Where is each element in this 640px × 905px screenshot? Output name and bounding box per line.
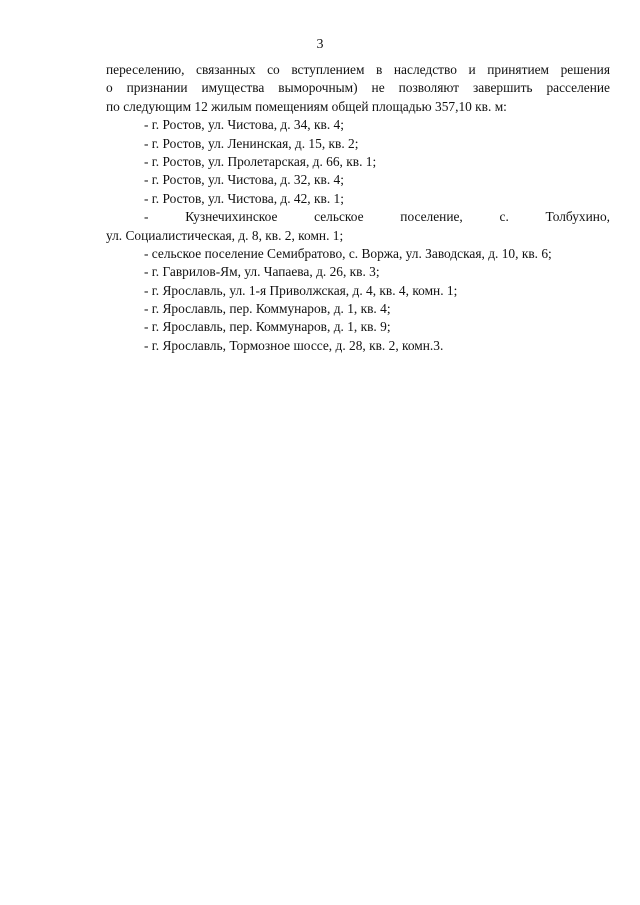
document-body bbox=[106, 61, 610, 355]
paragraph-line: по следующим 12 жилым помещениям общей площадью 357,10 кв. м: bbox=[106, 98, 507, 114]
page-number: 3 bbox=[316, 37, 324, 52]
address-item: - г. Ростов, ул. Пролетарская, д. 66, кв. 1; bbox=[144, 153, 377, 169]
address-item: - г. Ростов, ул. Чистова, д. 42, кв. 1; bbox=[144, 190, 344, 206]
address-item: - г. Ярославль, ул. 1-я Приволжская, д. 4, кв. 4, комн. 1; bbox=[144, 282, 458, 298]
address-item: - г. Ростов, ул. Чистова, д. 32, кв. 4; bbox=[144, 172, 344, 188]
address-item: - г. Ярославль, пер. Коммунаров, д. 1, кв. 4; bbox=[144, 301, 391, 317]
address-item: - г. Ростов, ул. Чистова, д. 34, кв. 4; bbox=[144, 117, 344, 133]
paragraph-line: переселению, связанных со вступлением в наследство и принятием решения bbox=[106, 62, 610, 77]
address-item: - сельское поселение Семибратово, с. Воржа, ул. Заводская, д. 10, кв. 6; bbox=[144, 245, 552, 261]
paragraph-line: о признании имущества выморочным) не позволяют завершить расселение bbox=[106, 80, 610, 96]
address-item: - г. Ярославль, пер. Коммунаров, д. 1, кв. 9; bbox=[144, 319, 391, 335]
address-item: - Кузнечихинское сельское поселение, с. Толбухино, bbox=[144, 209, 610, 225]
address-item: - г. Ярославль, Тормозное шоссе, д. 28, кв. 2, комн.3. bbox=[144, 337, 444, 353]
address-item-continuation: ул. Социалистическая, д. 8, кв. 2, комн. 1; bbox=[106, 227, 344, 243]
address-item: - г. Ростов, ул. Ленинская, д. 15, кв. 2; bbox=[144, 135, 359, 151]
address-item: - г. Гаврилов-Ям, ул. Чапаева, д. 26, кв. 3; bbox=[144, 264, 380, 280]
